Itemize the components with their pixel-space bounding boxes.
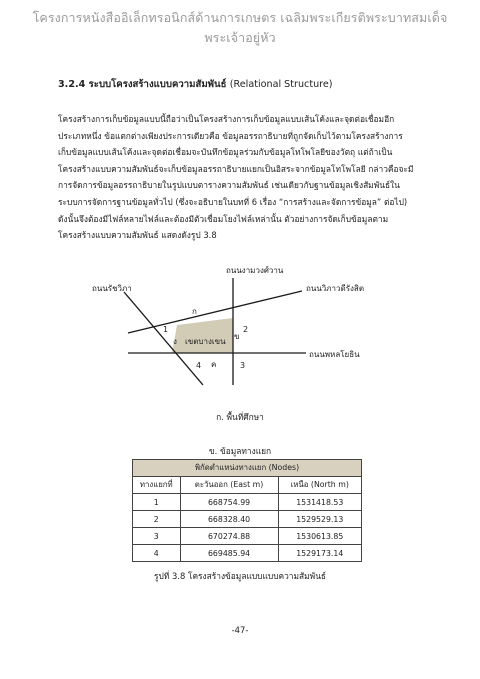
edge-label-kh2: ค	[211, 360, 217, 369]
table-title: พิกัดตำแหน่งทางแยก (Nodes)	[133, 460, 362, 477]
paragraph-line: ประเภทหนึ่ง ข้อแตกต่างเพียงประการเดียวคือ ข้อมูลอรรถาธิบายที่ถูกจัดเก็บไว้ตามโครงสร้างการ	[58, 130, 403, 141]
paragraph-line: โครงสร้างแบบความสัมพันธ์ แสดงดังรูป 3.8	[58, 230, 217, 241]
table-cell: 4	[133, 545, 181, 562]
column-header: ทางแยกที่	[133, 477, 181, 494]
road-label-right-bottom: ถนนพหลโยธิน	[309, 350, 360, 359]
edge-label-ng: ง	[173, 337, 177, 346]
section-heading-thai: 3.2.4 ระบบโครงสร้างแบบความสัมพันธ์	[58, 79, 227, 90]
nodes-table	[132, 459, 362, 562]
caption-node-data: ข. ข้อมูลทางแยก	[208, 446, 272, 456]
paragraph-line: เก็บข้อมูลแบบเส้นโค้งและจุดต่อเชื่อมจะบันทึกข้อมูลร่วมกับข้อมูลโทโพโลยีของวัตถุ แต่ถ้าเป็น	[58, 147, 393, 158]
table-cell: 2	[133, 511, 181, 528]
edge-label-k: ก	[192, 307, 197, 316]
page-header: โครงการหนังสืออิเล็กทรอนิกส์ด้านการเกษตร เฉลิมพระเกียรติพระบาทสมเด็จพระเจ้าอยู่หัว	[32, 10, 448, 45]
table-cell: 669485.94	[180, 545, 278, 562]
table-cell: 670274.88	[180, 528, 278, 545]
table-cell: 1	[133, 494, 181, 511]
table-row	[133, 528, 362, 545]
table-header-row	[133, 477, 362, 494]
table-cell: 1530613.85	[278, 528, 362, 545]
table-cell: 3	[133, 528, 181, 545]
road-label-left: ถนนรัชวิภา	[92, 284, 132, 293]
bangkhen-district-area	[172, 318, 233, 353]
node-label-2: 2	[243, 325, 249, 334]
paragraph-line: โครงสร้างแบบความสัมพันธ์จะเก็บข้อมูลอรรถาธิบายแยกเป็นอิสระจากข้อมูลโทโพโลยี กล่าวคือจะมี	[58, 163, 414, 174]
road-label-top: ถนนงามวงศ์วาน	[226, 266, 284, 275]
node-label-3: 3	[240, 361, 246, 370]
table-row	[133, 545, 362, 562]
table-cell: 1531418.53	[278, 494, 362, 511]
page-number: -47-	[231, 625, 249, 635]
paragraph-line: โครงสร้างการเก็บข้อมูลแบบนี้ถือว่าเป็นโครงสร้างการเก็บข้อมูลแบบเส้นโค้งและจุดต่อเชื่อมอีก	[58, 114, 395, 124]
area-label: เขตบางเขน	[185, 337, 226, 346]
paragraph-line: การจัดการข้อมูลอรรถาธิบายในรูปแบบตารางความสัมพันธ์ เช่นเดียวกับฐานข้อมูลเชิงสัมพันธ์ใน	[58, 180, 400, 191]
table-row	[133, 494, 362, 511]
figure-caption: รูปที่ 3.8 โครงสร้างข้อมูลแบบแบบความสัมพันธ์	[153, 571, 327, 581]
paragraph-line: ระบบการจัดการฐานข้อมูลทั่วไป (ซึ่งจะอธิบายในบทที่ 6 เรื่อง “การสร้างและจัดการข้อมูล” ต่อไป)	[58, 196, 408, 207]
table-cell: 668754.99	[180, 494, 278, 511]
table-cell: 1529529.13	[278, 511, 362, 528]
caption-study-area: ก. พื้นที่ศึกษา	[216, 412, 264, 422]
edge-label-kh: ข	[234, 332, 240, 341]
road-label-right-top: ถนนวิภาวดีรังสิต	[306, 284, 365, 293]
node-label-4: 4	[196, 361, 202, 370]
paragraph-line: ดังนั้นจึงต้องมีไฟล์หลายไฟล์และต้องมีตัวเชื่อมโยงไฟล์เหล่านั้น ตัวอย่างการจัดเก็บข้อมูลตาม	[58, 213, 389, 224]
table-cell: 1529173.14	[278, 545, 362, 562]
table-cell: 668328.40	[180, 511, 278, 528]
section-heading-english: (Relational Structure)	[229, 79, 333, 90]
column-header: เหนือ (North m)	[278, 477, 362, 494]
column-header: ตะวันออก (East m)	[180, 477, 278, 494]
node-label-1: 1	[163, 325, 169, 334]
table-row	[133, 511, 362, 528]
